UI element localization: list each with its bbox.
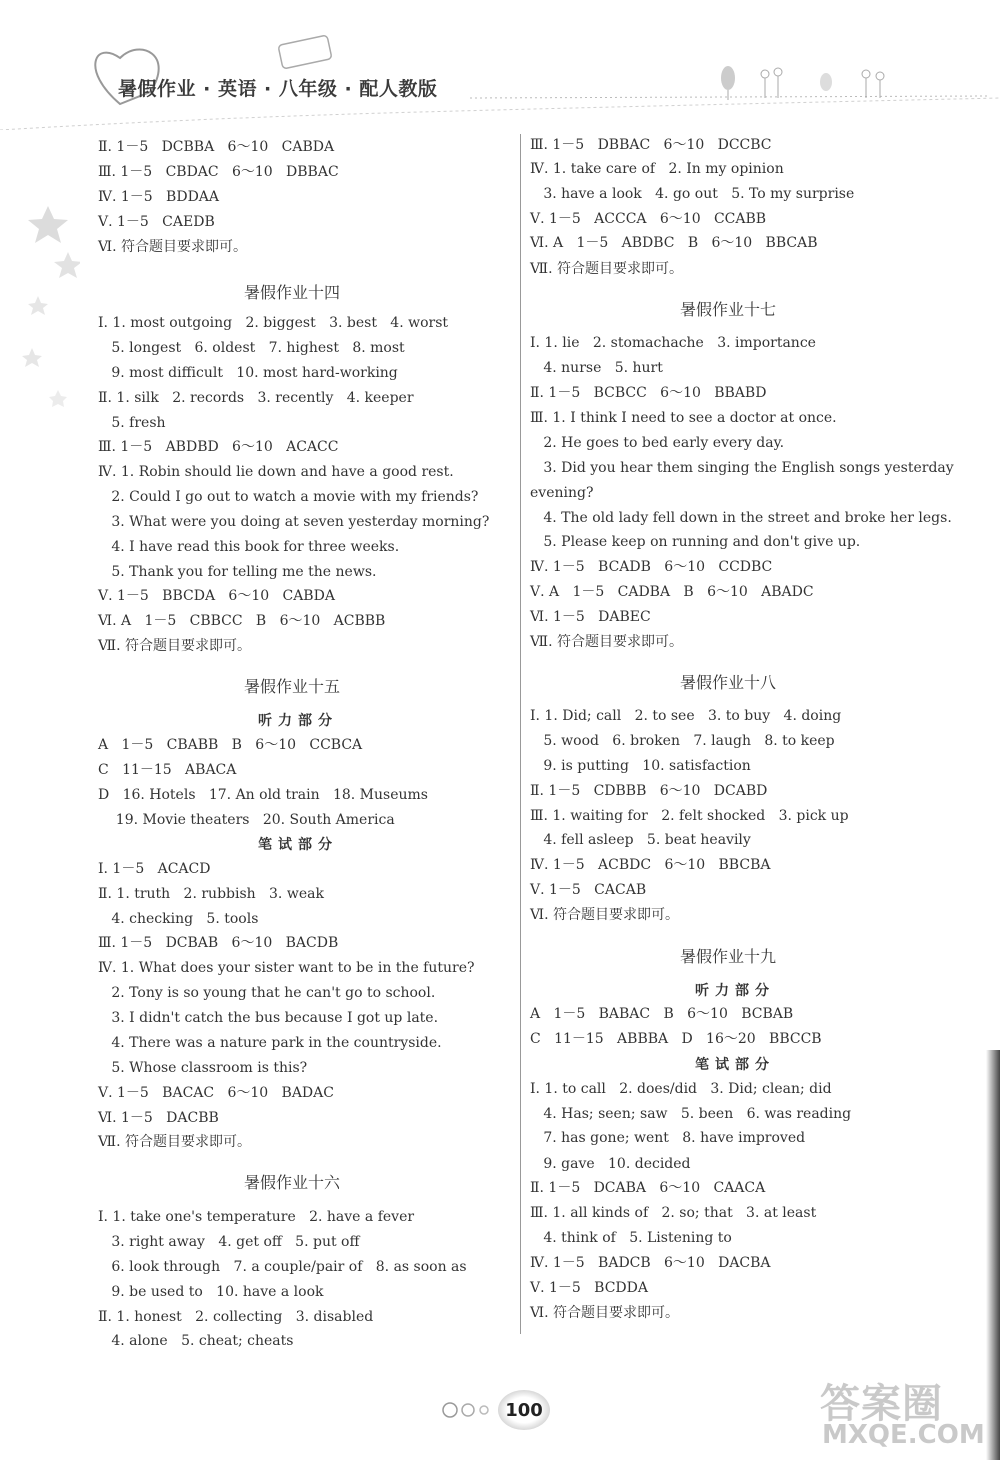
answer-line: 4. fell asleep 5. beat heavily: [530, 832, 751, 848]
section-title: 暑假作业十七: [680, 300, 777, 319]
answer-line: 5. fresh: [98, 415, 166, 431]
answer-line: Ⅳ. 1. What does your sister want to be in the future?: [98, 960, 475, 976]
answer-line: Ⅵ. 1－5 DACBB: [98, 1110, 219, 1126]
answer-line: Ⅴ. 1－5 BBCDA 6～10 CABDA: [98, 588, 335, 604]
answer-line: 3. Did you hear them singing the English songs yesterday: [530, 460, 954, 476]
section-title: 暑假作业十九: [680, 947, 777, 966]
answer-line: 2. Could I go out to watch a movie with my friends?: [98, 489, 479, 505]
answer-line: 4. think of 5. Listening to: [530, 1230, 732, 1246]
answer-line: 4. There was a nature park in the countryside.: [98, 1035, 442, 1051]
answer-line: C 11－15 ABBBA D 16～20 BBCCB: [530, 1031, 822, 1047]
answer-line: 3. have a look 4. go out 5. To my surprise: [530, 186, 855, 202]
answer-line: Ⅴ. 1－5 BCDDA: [530, 1280, 648, 1296]
answer-line: Ⅰ. 1－5 ACACD: [98, 861, 211, 877]
answer-line: 9. gave 10. decided: [530, 1156, 691, 1172]
answer-line: Ⅵ. 符合题目要求即可。: [530, 1305, 679, 1321]
answer-line: D 16. Hotels 17. An old train 18. Museums: [98, 787, 428, 803]
answer-line: Ⅴ. 1－5 CAEDB: [98, 214, 215, 230]
answer-line: 9. most difficult 10. most hard-working: [98, 365, 398, 381]
answer-line: Ⅲ. 1－5 DBBAC 6～10 DCCBC: [530, 137, 772, 153]
answer-line: Ⅲ. 1. I think I need to see a doctor at once.: [530, 410, 837, 426]
section-title: 暑假作业十五: [244, 677, 341, 696]
answer-line: Ⅶ. 符合题目要求即可。: [530, 634, 683, 650]
watermark-url: MXQE.COM: [822, 1420, 985, 1450]
answer-line: Ⅱ. 1－5 BCBCC 6～10 BBABD: [530, 385, 767, 401]
answer-line: 9. be used to 10. have a look: [98, 1284, 324, 1300]
answer-line: Ⅶ. 符合题目要求即可。: [530, 261, 683, 277]
answer-line: 3. right away 4. get off 5. put off: [98, 1234, 360, 1250]
answer-line: A 1－5 CBABB B 6～10 CCBCA: [98, 737, 363, 753]
answer-line: Ⅱ. 1. silk 2. records 3. recently 4. keeper: [98, 390, 414, 406]
answer-line: 5. longest 6. oldest 7. highest 8. most: [98, 340, 405, 356]
answer-line: 4. The old lady fell down in the street and broke her legs.: [530, 510, 952, 526]
section-subtitle: 听力部分: [695, 983, 775, 999]
answer-line: 2. He goes to bed early every day.: [530, 435, 785, 451]
answer-line: Ⅱ. 1－5 DCABA 6～10 CAACA: [530, 1180, 766, 1196]
answer-line: Ⅱ. 1. truth 2. rubbish 3. weak: [98, 886, 324, 902]
answer-line: 5. Please keep on running and don't give up.: [530, 534, 861, 550]
answer-line: 4. checking 5. tools: [98, 911, 259, 927]
answer-line: Ⅶ. 符合题目要求即可。: [98, 638, 251, 654]
answer-line: Ⅴ. 1－5 CACAB: [530, 882, 647, 898]
page-number: 100: [498, 1390, 550, 1430]
answer-line: Ⅵ. 符合题目要求即可。: [530, 907, 679, 923]
answer-line: Ⅳ. 1. take care of 2. In my opinion: [530, 161, 784, 177]
answer-line: Ⅰ. 1. lie 2. stomachache 3. importance: [530, 335, 816, 351]
answer-line: 4. nurse 5. hurt: [530, 360, 663, 376]
answer-line: Ⅳ. 1－5 BCADB 6～10 CCDBC: [530, 559, 773, 575]
answer-line: evening?: [530, 485, 594, 501]
column-divider: [520, 134, 521, 1334]
section-title: 暑假作业十八: [680, 673, 777, 692]
answer-line: Ⅱ. 1. honest 2. collecting 3. disabled: [98, 1309, 374, 1325]
answer-line: Ⅲ. 1－5 ABDBD 6～10 ACACC: [98, 439, 339, 455]
page-dots-icon: [440, 1400, 496, 1420]
answer-line: Ⅴ. A 1－5 CADBA B 6～10 ABADC: [530, 584, 814, 600]
answer-line: Ⅴ. 1－5 BACAC 6～10 BADAC: [98, 1085, 334, 1101]
answer-line: Ⅴ. 1－5 ACCCA 6～10 CCABB: [530, 211, 767, 227]
answer-line: Ⅰ. 1. Did; call 2. to see 3. to buy 4. doing: [530, 708, 842, 724]
header-decoration-icon: [0, 0, 1000, 130]
answer-line: 9. is putting 10. satisfaction: [530, 758, 751, 774]
section-subtitle: 笔试部分: [695, 1057, 775, 1073]
answer-line: Ⅲ. 1－5 DCBAB 6～10 BACDB: [98, 935, 339, 951]
answer-line: Ⅲ. 1. waiting for 2. felt shocked 3. pick up: [530, 808, 849, 824]
answer-line: 4. Has; seen; saw 5. been 6. was reading: [530, 1106, 852, 1122]
answer-line: Ⅳ. 1－5 BDDAA: [98, 189, 220, 205]
answer-line: A 1－5 BABAC B 6～10 BCBAB: [530, 1006, 794, 1022]
answer-line: 2. Tony is so young that he can't go to school.: [98, 985, 436, 1001]
page-edge-shadow: [986, 1050, 1000, 1460]
star-decoration-icon: [20, 200, 80, 420]
book-title: 暑假作业 · 英语 · 八年级 · 配人教版: [118, 78, 438, 100]
answer-line: Ⅱ. 1－5 DCBBA 6～10 CABDA: [98, 139, 335, 155]
answer-line: 4. alone 5. cheat; cheats: [98, 1333, 294, 1349]
answer-line: 19. Movie theaters 20. South America: [98, 812, 395, 828]
section-title: 暑假作业十六: [244, 1173, 341, 1192]
answer-line: 5. Thank you for telling me the news.: [98, 564, 377, 580]
answer-line: 5. Whose classroom is this?: [98, 1060, 308, 1076]
answer-line: 4. I have read this book for three weeks.: [98, 539, 400, 555]
answer-line: 7. has gone; went 8. have improved: [530, 1130, 806, 1146]
answer-line: Ⅳ. 1－5 ACBDC 6～10 BBCBA: [530, 857, 771, 873]
watermark-logo: 答案圈: [820, 1381, 943, 1427]
answer-line: 3. What were you doing at seven yesterday morning?: [98, 514, 490, 530]
section-subtitle: 笔试部分: [258, 837, 338, 853]
page-header: [0, 0, 1000, 130]
answer-line: Ⅳ. 1－5 BADCB 6～10 DACBA: [530, 1255, 771, 1271]
answer-line: Ⅳ. 1. Robin should lie down and have a good rest.: [98, 464, 454, 480]
answer-line: Ⅲ. 1－5 CBDAC 6～10 DBBAC: [98, 164, 339, 180]
answer-line: Ⅰ. 1. take one's temperature 2. have a fever: [98, 1209, 415, 1225]
answer-line: Ⅱ. 1－5 CDBBB 6～10 DCABD: [530, 783, 768, 799]
answer-line: Ⅰ. 1. most outgoing 2. biggest 3. best 4. worst: [98, 315, 449, 331]
answer-line: Ⅵ. 1－5 DABEC: [530, 609, 651, 625]
answer-line: Ⅲ. 1. all kinds of 2. so; that 3. at least: [530, 1205, 817, 1221]
section-title: 暑假作业十四: [244, 283, 341, 302]
answer-line: Ⅶ. 符合题目要求即可。: [98, 1134, 251, 1150]
answer-line: Ⅰ. 1. to call 2. does/did 3. Did; clean; did: [530, 1081, 832, 1097]
section-subtitle: 听力部分: [258, 713, 338, 729]
answer-line: Ⅵ. A 1－5 ABDBC B 6～10 BBCAB: [530, 235, 818, 251]
answer-line: 5. wood 6. broken 7. laugh 8. to keep: [530, 733, 835, 749]
answer-line: 6. look through 7. a couple/pair of 8. as soon as: [98, 1259, 467, 1275]
answer-line: C 11－15 ABACA: [98, 762, 237, 778]
answer-line: 3. I didn't catch the bus because I got up late.: [98, 1010, 439, 1026]
answer-line: Ⅵ. 符合题目要求即可。: [98, 239, 247, 255]
answer-line: Ⅵ. A 1－5 CBBCC B 6～10 ACBBB: [98, 613, 386, 629]
